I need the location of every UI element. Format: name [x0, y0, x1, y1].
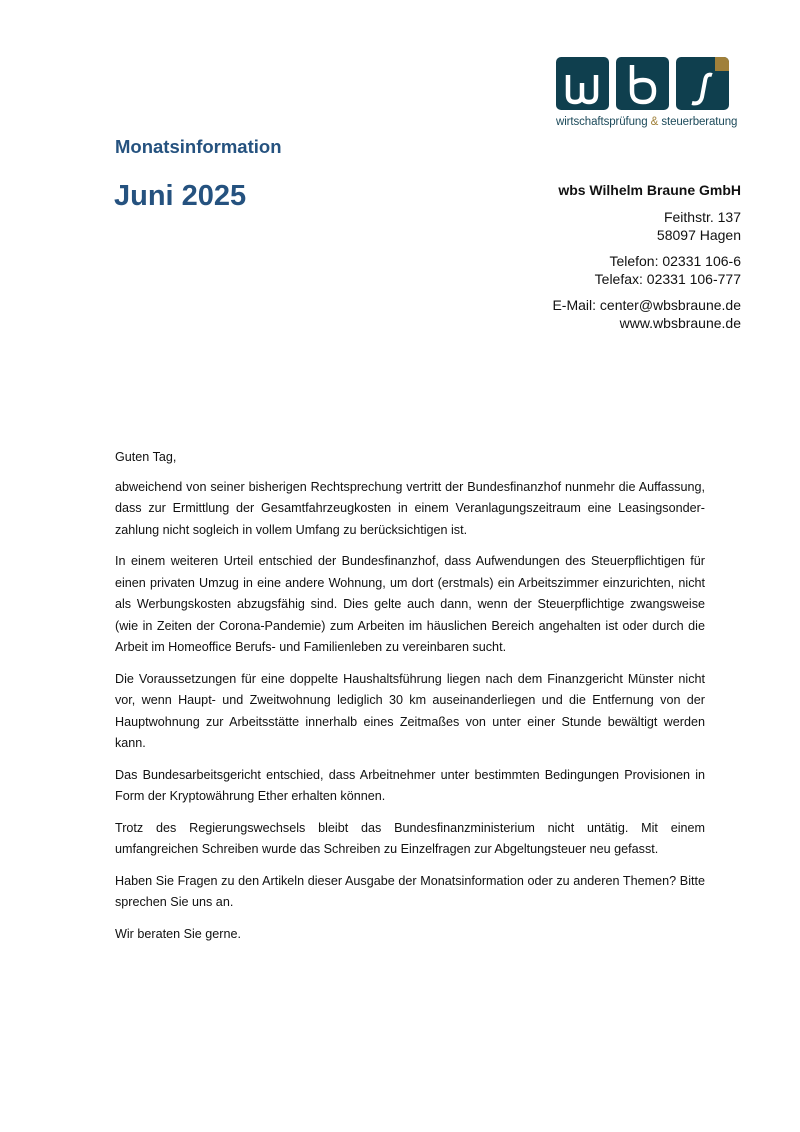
paragraph: Das Bundesarbeitsgericht entschied, dass Arbeitnehmer unter bestimmten Bedingungen Provisionen in Form der Kryptowährung Ether erhalten können. [115, 767, 705, 803]
logo-tiles [556, 57, 740, 110]
company-logo [556, 57, 740, 128]
paragraph: Trotz des Regierungswechsels bleibt das Bundesfinanzministerium nicht untätig. Mit einem umfangreichen Schreiben wurde das Schreiben zu Einzelfragen zur Abgeltungsteuer neu gefasst. [115, 820, 705, 856]
logo-tile-s-icon [676, 57, 729, 110]
paragraph: Die Voraussetzungen für eine doppelte Haushaltsführung liegen nach dem Finanzgericht Münster nicht vor, wenn Haupt- und Zweitwohnung lediglich 30 km auseinanderliegen und die Entfernung von der Hauptwohnung zur Arbeitsstätte innerhalb eines Zeitmaßes von unter einer Stunde bewältigt werden kann. [115, 671, 705, 750]
paragraph: abweichend von seiner bisherigen Rechtsprechung vertritt der Bundesfinanzhof nunmehr die Auffassung, dass zur Ermittlung der Gesamtfahrzeugkosten in einem Veranlagungszeitraum eine Leasingsonderzahlung nicht sogleich in vollem Umfang zu berücksichtigen ist. [115, 479, 705, 537]
letter-body [115, 447, 705, 955]
logo-tile-b-icon [616, 57, 669, 110]
company-name: wbs Wilhelm Braune GmbH [558, 182, 741, 198]
greeting: Guten Tag, [115, 450, 177, 464]
paragraph: Haben Sie Fragen zu den Artikeln dieser Ausgabe der Monatsinformation oder zu anderen Themen? Bitte sprechen Sie uns an. [115, 873, 705, 909]
city: 58097 Hagen [656, 227, 741, 243]
email[interactable]: E-Mail: center@wbsbraune.de [552, 297, 741, 313]
paragraph: In einem weiteren Urteil entschied der Bundesfinanzhof, dass Aufwendungen des Steuerpflichtigen für einen privaten Umzug in eine andere Wohnung, um dort (erstmals) ein Arbeitszimmer einzurichten, nicht als Werbungskosten abzugsfähig sind. Dies gelte auch dann, wenn der Steuerpflichtige zwangsweise (wie in Zeiten der Corona-Pandemie) zum Arbeiten im häuslichen Bereich angehalten ist oder durch die Arbeit im Homeoffice Berufs- und Familienleben zu vereinbaren sucht. [115, 554, 705, 654]
street: Feithstr. 137 [663, 209, 741, 225]
postal-address [552, 208, 741, 244]
tagline-right: steuerberatung [661, 116, 738, 128]
closing: Wir beraten Sie gerne. [115, 926, 241, 941]
logo-tile-w-icon [556, 57, 609, 110]
fax: Telefax: 02331 106-777 [594, 271, 741, 287]
phone-block [552, 252, 741, 288]
tagline-ampersand: & [650, 116, 659, 128]
phone: Telefon: 02331 106-6 [609, 253, 741, 269]
document-label: Monatsinformation [115, 136, 282, 157]
contact-block [552, 296, 741, 332]
sender-address [552, 181, 741, 340]
tagline-left: wirtschaftsprüfung [556, 116, 648, 128]
logo-tagline [556, 116, 740, 128]
document-month-title: Juni 2025 [114, 180, 247, 212]
website[interactable]: www.wbsbraune.de [619, 315, 741, 331]
